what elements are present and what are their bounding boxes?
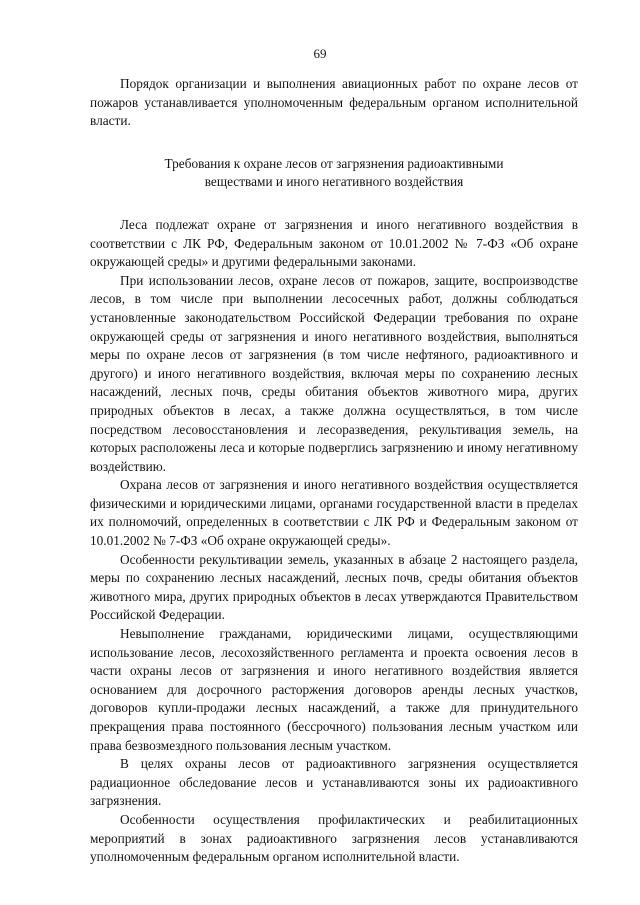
document-body bbox=[90, 75, 578, 867]
section-heading-line-2: веществами и иного негативного воздействия bbox=[204, 174, 464, 190]
paragraph-3: Охрана лесов от загрязнения и иного негативного воздействия осуществляется физическими и юридическими лицами, органами государственной власти в пределах их полномочий, определенных в соответствии с ЛК РФ и Федеральным законом от 10.01.2002 № 7-ФЗ «Об охране окружающей среды». bbox=[90, 477, 578, 549]
paragraph-7: Особенности осуществления профилактических и реабилитационных мероприятий в зонах радиоактивного загрязнения лесов устанавливаются уполномоченным федеральным органом исполнительной власти. bbox=[90, 811, 578, 865]
paragraph-5: Невыполнение гражданами, юридическими лицами, осуществляющими использование лесов, лесохозяйственного регламента и проекта освоения лесов в части охраны лесов от загрязнения и иного негативного воздействия является основанием для досрочного расторжения договоров аренды лесных участков, договоров купли-продажи лесных насаждений, а также для принудительного прекращения права постоянного (бессрочного) пользования лесным участком или права безвозмездного пользования лесным участком. bbox=[90, 626, 578, 753]
paragraph-4: Особенности рекультивации земель, указанных в абзаце 2 настоящего раздела, меры по сохранению лесных насаждений, лесных почв, среды обитания объектов животного мира, других природных объектов в лесах утверждаются Правительством Российской Федерации. bbox=[90, 551, 578, 623]
paragraph-1: Леса подлежат охране от загрязнения и иного негативного воздействия в соответствии с ЛК РФ, Федеральным законом от 10.01.2002 № 7-ФЗ «Об охране окружающей среды» и другими федеральными законами. bbox=[90, 216, 578, 270]
section-heading-line-1: Требования к охране лесов от загрязнения радиоактивными bbox=[164, 155, 504, 171]
paragraph-2: При использовании лесов, охране лесов от пожаров, защите, воспроизводстве лесов, в том числе при выполнении лесосечных работ, должны соблюдаться установленные законодательством Российской Федерации требования по охране окружающей среды от загрязнения и иного негативного воздействия, выполняться меры по охране лесов от загрязнения (в том числе нефтяного, радиоактивного и другого) и иного негативного воздействия, включая меры по сохранению лесных насаждений, лесных почв, среды обитания объектов животного мира, других природных объектов в лесах, а также должна осуществляться, в том числе посредством лесовосстановления и лесоразведения, рекультивация земель, на которых расположены леса и которые подверглись загрязнению и иному негативному воздействию. bbox=[90, 272, 578, 474]
paragraph-6: В целях охраны лесов от радиоактивного загрязнения осуществляется радиационное обследование лесов и устанавливаются зоны их радиоактивного загрязнения. bbox=[90, 756, 578, 809]
page-number: 69 bbox=[313, 46, 327, 61]
intro-paragraph: Порядок организации и выполнения авиационных работ по охране лесов от пожаров устанавливается уполномоченным федеральным органом исполнительной власти. bbox=[90, 76, 578, 129]
section-heading bbox=[90, 155, 578, 192]
